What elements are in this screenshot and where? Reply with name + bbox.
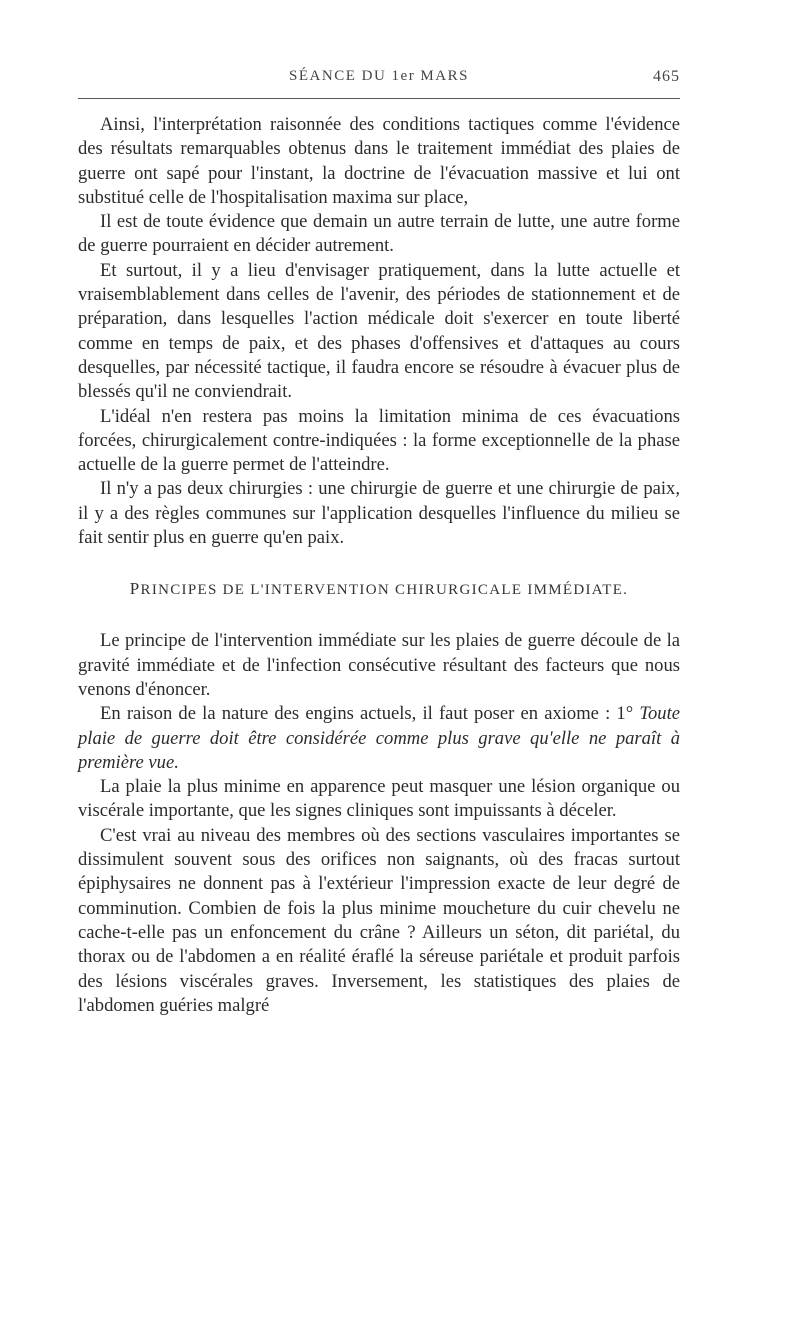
paragraph-axiom	[78, 702, 680, 775]
page-number: 465	[653, 68, 680, 85]
section-heading	[78, 579, 680, 599]
paragraph: Et surtout, il y a lieu d'envisager pratiquement, dans la lutte actuelle et vraisemblablement dans celles de l'avenir, des périodes de stationnement et de préparation, dans lesquelles l'action médicale doit s'exercer en toute liberté comme en temps de paix, et des phases d'offensives et d'attaques au cours desquelles, par nécessité tactique, il faudra encore se résoudre à évacuer plus de blessés qu'il ne conviendrait.	[78, 259, 680, 403]
paragraph: Le principe de l'intervention immédiate sur les plaies de guerre découle de la gravité immédiate et de l'infection consécutive résultant des facteurs que nous venons d'énoncer.	[78, 630, 680, 700]
page	[78, 60, 680, 1018]
header-rule	[78, 98, 680, 99]
section-heading-initial: P	[129, 579, 141, 599]
paragraph: Il est de toute évidence que demain un autre terrain de lutte, une autre forme de guerre pourraient en décider autrement.	[78, 211, 680, 257]
running-header	[78, 60, 680, 88]
body-text	[78, 113, 680, 1018]
axiom-lead: En raison de la nature des engins actuels, il faut poser en axiome : 1°	[100, 703, 640, 725]
paragraph: C'est vrai au niveau des membres où des sections vasculaires importantes se dissimulent souvent sous des orifices non saignants, où des fracas surtout épiphysaires ne donnent pas à l'extérieur l'impression exacte de leur degré de comminution. Combien de fois la plus minime moucheture du cuir chevelu ne cache-t-elle pas un enfoncement du crâne ? Ailleurs un séton, dit pariétal, du thorax ou de l'abdomen a en réalité éraflé la séreuse pariétale et produit parfois des lésions viscérales graves. Inversement, les statistiques des plaies de l'abdomen guéries malgré	[78, 824, 680, 1016]
paragraph: L'idéal n'en restera pas moins la limitation minima de ces évacuations forcées, chirurgicalement contre-indiquées : la forme exceptionnelle de la phase actuelle de la guerre permet de l'atteindre.	[78, 405, 680, 476]
section-heading-rest: RINCIPES DE L'INTERVENTION CHIRURGICALE IMMÉDIATE.	[140, 582, 629, 599]
paragraph: La plaie la plus minime en apparence peut masquer une lésion organique ou viscérale importante, que les signes cliniques sont impuissants à déceler.	[78, 776, 680, 822]
paragraph: Ainsi, l'interprétation raisonnée des conditions tactiques comme l'évidence des résultats remarquables obtenus dans le traitement immédiat des plaies de guerre ont sapé pour l'instant, la doctrine de l'évacuation massive et lui ont substitué celle de l'hospitalisation maxima sur place,	[78, 114, 680, 208]
running-title: SÉANCE DU 1er MARS	[289, 68, 469, 84]
paragraph: Il n'y a pas deux chirurgies : une chirurgie de guerre et une chirurgie de paix, il y a des règles communes sur l'application desquelles l'influence du milieu se fait sentir plus en guerre qu'en paix.	[78, 478, 680, 549]
axiom-statement: Toute plaie de guerre doit être considérée comme plus grave qu'elle ne paraît à première vue.	[78, 703, 680, 773]
